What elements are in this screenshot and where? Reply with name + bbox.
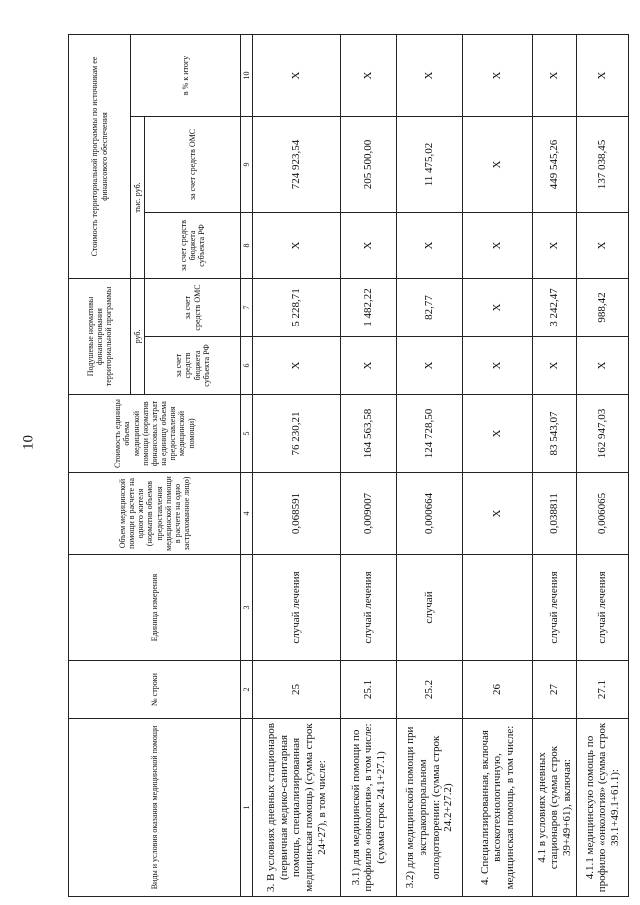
page-number: 10 [20,435,37,450]
row-name: 3.2) для медицинской помощи при экстракорпоральном оплодотворении: (сумма строк 24.2+27.2) [397,719,463,897]
row-cost: 124 728,50 [397,395,463,473]
header-col7: за счет средств ОМС [145,278,241,336]
row-name: 3. В условиях дневных стационаров (первичная медико-санитарная помощь, специализированная медицинская помощь) (сумма строк 24+27), в том числе: [253,719,341,897]
col-number: 6 [241,337,253,395]
row-cost-oms: 449 545,26 [533,116,577,212]
header-col8: за счет средств бюджета субъекта РФ [145,212,241,278]
row-percent: X [253,34,341,116]
col-number: 1 [241,719,253,897]
col-number: 2 [241,661,253,719]
row-cost-oms: X [463,116,533,212]
table-row [463,34,533,896]
row-norm-budget: X [463,337,533,395]
row-volume: 0,009007 [341,473,397,555]
row-percent: X [533,34,577,116]
col-number: 4 [241,473,253,555]
col-number: 3 [241,555,253,661]
row-volume: 0,038811 [533,473,577,555]
row-norm-budget: X [533,337,577,395]
row-norm-oms: X [463,278,533,336]
row-cost-budget: X [463,212,533,278]
row-norm-budget: X [577,337,629,395]
row-line: 26 [463,661,533,719]
row-unit: случай [397,555,463,661]
row-norm-oms: 988,42 [577,278,629,336]
program-cost-table [68,34,629,897]
table-row [533,34,577,896]
header-tys-rub: тыс. руб. [131,116,145,278]
row-cost: 164 563,58 [341,395,397,473]
row-cost: 76 230,21 [253,395,341,473]
header-col9: за счет средств ОМС [145,116,241,212]
row-volume: X [463,473,533,555]
row-name: 3.1) для медицинской помощи по профилю «онкология», в том числе: (сумма строк 24.1+27.1) [341,719,397,897]
header-col2: № строки [69,661,241,719]
rotated-table-wrapper [68,35,628,897]
row-norm-oms: 1 482,22 [341,278,397,336]
header-group-cost: Стоимость территориальной программы по источникам ее финансового обеспечения [69,34,131,278]
row-volume: 0,006065 [577,473,629,555]
row-line: 27.1 [577,661,629,719]
header-col1: Виды и условия оказания медицинской помощи [69,719,241,897]
row-unit: случай лечения [253,555,341,661]
row-norm-oms: 3 242,47 [533,278,577,336]
table-row [341,34,397,896]
row-cost-oms: 205 500,00 [341,116,397,212]
row-volume: 0,000664 [397,473,463,555]
row-cost-budget: X [397,212,463,278]
header-col10: в % к итогу [131,34,241,116]
row-cost-budget: X [253,212,341,278]
row-cost: X [463,395,533,473]
col-number: 5 [241,395,253,473]
row-line: 25.2 [397,661,463,719]
row-norm-budget: X [341,337,397,395]
row-line: 27 [533,661,577,719]
row-cost-oms: 137 038,45 [577,116,629,212]
row-percent: X [341,34,397,116]
row-unit: случай лечения [533,555,577,661]
row-norm-oms: 5 228,71 [253,278,341,336]
header-col6: за счет средств бюджета субъекта РФ [145,337,241,395]
table-row [577,34,629,896]
row-percent: X [397,34,463,116]
row-cost: 162 947,03 [577,395,629,473]
row-unit: случай лечения [341,555,397,661]
row-line: 25 [253,661,341,719]
row-norm-oms: 82,77 [397,278,463,336]
row-norm-budget: X [397,337,463,395]
row-percent: X [577,34,629,116]
header-col4: Объем медицинской помощи в расчете на одного жителя (норматив объемов предоставления медицинской помощи в расчете на одно застрахованное лицо) [69,473,241,555]
row-name: 4.1.1 медицинскую помощь по профилю «онкология» (сумма строк 39.1+49.1+61.1): [577,719,629,897]
col-number: 9 [241,116,253,212]
row-line: 25.1 [341,661,397,719]
header-col5: Стоимость единицы объема медицинской помощи (норматив финансовых затрат на единицу объема предоставления медицинской помощи) [69,395,241,473]
table-row [253,34,341,896]
row-unit [463,555,533,661]
row-name: 4. Специализированная, включая высокотехнологичную, медицинская помощь, в том числе: [463,719,533,897]
row-cost: 83 543,07 [533,395,577,473]
header-rub: руб. [131,278,145,394]
row-cost-oms: 724 923,54 [253,116,341,212]
row-cost-budget: X [577,212,629,278]
row-cost-oms: 11 475,02 [397,116,463,212]
row-unit: случай лечения [577,555,629,661]
row-name: 4.1 в условиях дневных стационаров (сумма строк 39+49+61), включая: [533,719,577,897]
col-number: 10 [241,34,253,116]
col-number: 8 [241,212,253,278]
table-row [397,34,463,896]
row-cost-budget: X [341,212,397,278]
row-norm-budget: X [253,337,341,395]
header-group-norm: Подушевые нормативы финансирования территориальной программы [69,278,131,394]
header-col3: Единица измерения [69,555,241,661]
row-volume: 0,068591 [253,473,341,555]
col-number: 7 [241,278,253,336]
row-cost-budget: X [533,212,577,278]
row-percent: X [463,34,533,116]
